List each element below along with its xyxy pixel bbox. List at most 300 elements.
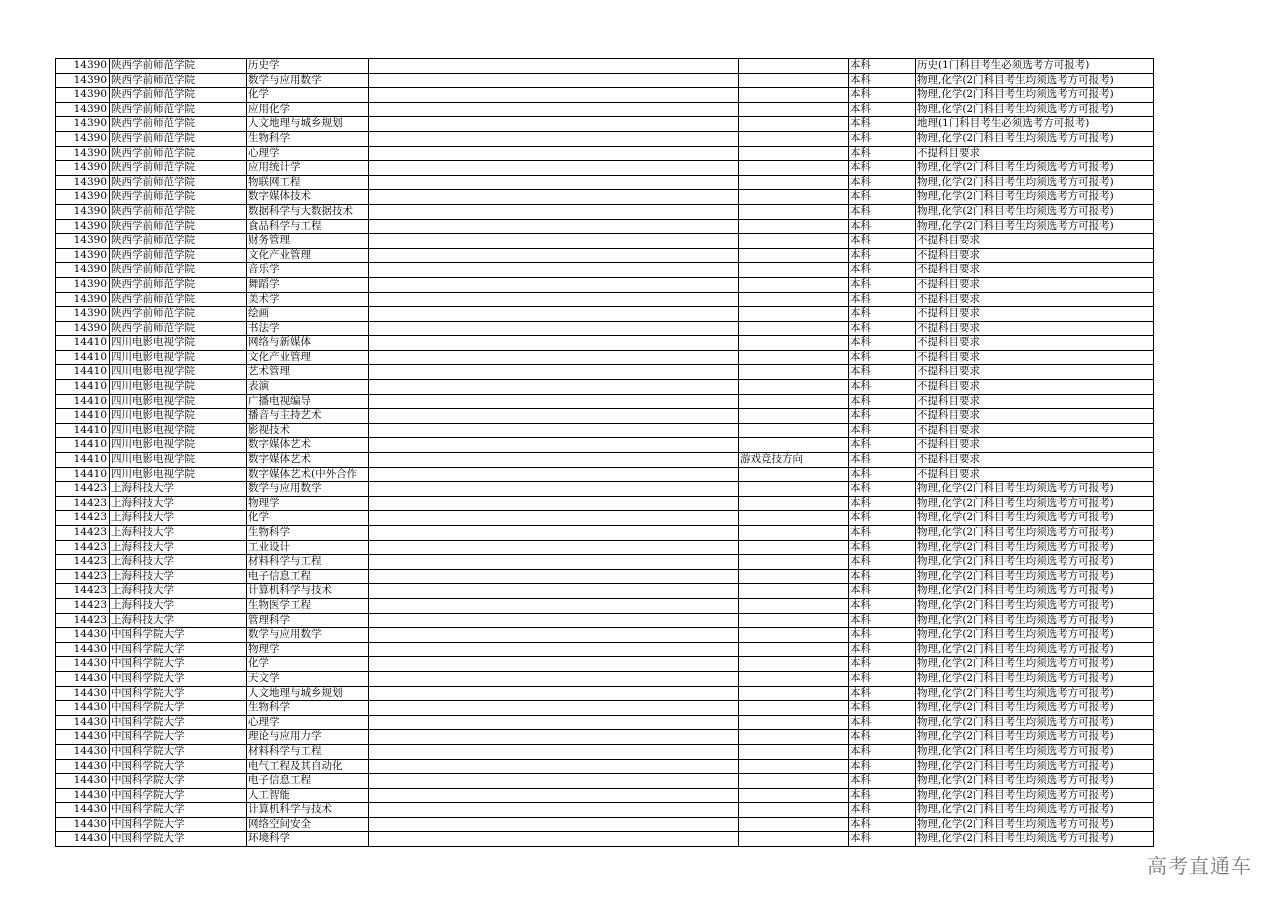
level-cell: 本科: [849, 161, 916, 176]
school-code-cell: 14430: [56, 628, 110, 643]
table-row: [56, 817, 1154, 832]
school-name-cell: 中国科学院大学: [110, 671, 247, 686]
school-name-cell: 中国科学院大学: [110, 759, 247, 774]
blank-cell: [369, 263, 739, 278]
level-cell: 本科: [849, 467, 916, 482]
subject-requirement-cell: 不提科目要求: [916, 146, 1154, 161]
major-name-cell: 书法学: [247, 321, 369, 336]
subject-requirement-cell: 物理,化学(2门科目考生均须选考方可报考): [916, 832, 1154, 847]
major-name-cell: 应用化学: [247, 102, 369, 117]
subject-requirement-cell: 物理,化学(2门科目考生均须选考方可报考): [916, 701, 1154, 716]
school-code-cell: 14390: [56, 88, 110, 103]
subject-requirement-cell: 物理,化学(2门科目考生均须选考方可报考): [916, 817, 1154, 832]
school-code-cell: 14430: [56, 832, 110, 847]
blank-cell: [369, 467, 739, 482]
school-code-cell: 14390: [56, 277, 110, 292]
school-name-cell: 陕西学前师范学院: [110, 248, 247, 263]
subject-requirement-cell: 物理,化学(2门科目考生均须选考方可报考): [916, 204, 1154, 219]
table-row: [56, 88, 1154, 103]
table-row: [56, 715, 1154, 730]
direction-cell: [739, 628, 849, 643]
school-name-cell: 上海科技大学: [110, 598, 247, 613]
school-code-cell: 14390: [56, 321, 110, 336]
table-row: [56, 686, 1154, 701]
blank-cell: [369, 613, 739, 628]
direction-cell: [739, 146, 849, 161]
major-name-cell: 数字媒体艺术: [247, 453, 369, 468]
level-cell: 本科: [849, 380, 916, 395]
level-cell: 本科: [849, 131, 916, 146]
table-row: [56, 190, 1154, 205]
subject-requirement-cell: 不提科目要求: [916, 409, 1154, 424]
school-code-cell: 14390: [56, 190, 110, 205]
level-cell: 本科: [849, 88, 916, 103]
table-row: [56, 453, 1154, 468]
table-row: [56, 774, 1154, 789]
level-cell: 本科: [849, 190, 916, 205]
level-cell: 本科: [849, 234, 916, 249]
table-row: [56, 482, 1154, 497]
school-code-cell: 14423: [56, 598, 110, 613]
table-row: [56, 73, 1154, 88]
direction-cell: [739, 321, 849, 336]
school-code-cell: 14423: [56, 482, 110, 497]
watermark-text: 高考直通车: [1147, 854, 1252, 878]
school-code-cell: 14390: [56, 102, 110, 117]
school-name-cell: 中国科学院大学: [110, 774, 247, 789]
school-code-cell: 14410: [56, 438, 110, 453]
table-row: [56, 175, 1154, 190]
subject-requirement-cell: 物理,化学(2门科目考生均须选考方可报考): [916, 131, 1154, 146]
direction-cell: [739, 59, 849, 74]
school-code-cell: 14410: [56, 380, 110, 395]
school-code-cell: 14430: [56, 686, 110, 701]
table-row: [56, 671, 1154, 686]
blank-cell: [369, 496, 739, 511]
school-name-cell: 中国科学院大学: [110, 715, 247, 730]
school-name-cell: 中国科学院大学: [110, 701, 247, 716]
direction-cell: [739, 686, 849, 701]
table-row: [56, 832, 1154, 847]
blank-cell: [369, 438, 739, 453]
table-row: [56, 555, 1154, 570]
subject-requirement-cell: 不提科目要求: [916, 321, 1154, 336]
blank-cell: [369, 584, 739, 599]
school-name-cell: 中国科学院大学: [110, 744, 247, 759]
level-cell: 本科: [849, 175, 916, 190]
major-name-cell: 人文地理与城乡规划: [247, 686, 369, 701]
subject-requirement-cell: 不提科目要求: [916, 336, 1154, 351]
direction-cell: [739, 555, 849, 570]
subject-requirement-cell: 物理,化学(2门科目考生均须选考方可报考): [916, 613, 1154, 628]
major-name-cell: 生物科学: [247, 131, 369, 146]
level-cell: 本科: [849, 569, 916, 584]
blank-cell: [369, 817, 739, 832]
subject-requirement-cell: 不提科目要求: [916, 307, 1154, 322]
subject-requirement-cell: 物理,化学(2门科目考生均须选考方可报考): [916, 526, 1154, 541]
school-code-cell: 14390: [56, 175, 110, 190]
direction-cell: [739, 832, 849, 847]
school-name-cell: 陕西学前师范学院: [110, 131, 247, 146]
school-code-cell: 14390: [56, 146, 110, 161]
level-cell: 本科: [849, 350, 916, 365]
major-name-cell: 播音与主持艺术: [247, 409, 369, 424]
school-name-cell: 上海科技大学: [110, 569, 247, 584]
school-code-cell: 14410: [56, 467, 110, 482]
blank-cell: [369, 394, 739, 409]
blank-cell: [369, 409, 739, 424]
school-name-cell: 四川电影电视学院: [110, 467, 247, 482]
direction-cell: [739, 423, 849, 438]
direction-cell: [739, 671, 849, 686]
school-name-cell: 陕西学前师范学院: [110, 146, 247, 161]
blank-cell: [369, 482, 739, 497]
direction-cell: [739, 496, 849, 511]
table-row: [56, 628, 1154, 643]
blank-cell: [369, 540, 739, 555]
level-cell: 本科: [849, 409, 916, 424]
major-name-cell: 数字媒体艺术(中外合作: [247, 467, 369, 482]
blank-cell: [369, 832, 739, 847]
blank-cell: [369, 161, 739, 176]
table-row: [56, 438, 1154, 453]
major-name-cell: 生物科学: [247, 526, 369, 541]
major-name-cell: 文化产业管理: [247, 248, 369, 263]
direction-cell: [739, 204, 849, 219]
school-code-cell: 14390: [56, 292, 110, 307]
blank-cell: [369, 307, 739, 322]
level-cell: 本科: [849, 292, 916, 307]
major-name-cell: 计算机科学与技术: [247, 803, 369, 818]
school-code-cell: 14430: [56, 744, 110, 759]
school-code-cell: 14430: [56, 730, 110, 745]
level-cell: 本科: [849, 613, 916, 628]
level-cell: 本科: [849, 671, 916, 686]
school-code-cell: 14430: [56, 774, 110, 789]
subject-requirement-cell: 物理,化学(2门科目考生均须选考方可报考): [916, 686, 1154, 701]
school-code-cell: 14390: [56, 131, 110, 146]
level-cell: 本科: [849, 438, 916, 453]
school-name-cell: 中国科学院大学: [110, 730, 247, 745]
subject-requirement-cell: 物理,化学(2门科目考生均须选考方可报考): [916, 219, 1154, 234]
school-code-cell: 14423: [56, 555, 110, 570]
school-name-cell: 四川电影电视学院: [110, 380, 247, 395]
subject-requirement-cell: 物理,化学(2门科目考生均须选考方可报考): [916, 628, 1154, 643]
blank-cell: [369, 423, 739, 438]
blank-cell: [369, 365, 739, 380]
subject-requirement-cell: 物理,化学(2门科目考生均须选考方可报考): [916, 569, 1154, 584]
major-name-cell: 电气工程及其自动化: [247, 759, 369, 774]
blank-cell: [369, 59, 739, 74]
blank-cell: [369, 102, 739, 117]
table-row: [56, 292, 1154, 307]
major-name-cell: 化学: [247, 511, 369, 526]
blank-cell: [369, 190, 739, 205]
direction-cell: [739, 642, 849, 657]
major-name-cell: 心理学: [247, 715, 369, 730]
school-name-cell: 陕西学前师范学院: [110, 59, 247, 74]
subject-requirement-cell: 物理,化学(2门科目考生均须选考方可报考): [916, 496, 1154, 511]
subject-requirement-cell: 物理,化学(2门科目考生均须选考方可报考): [916, 744, 1154, 759]
major-name-cell: 物联网工程: [247, 175, 369, 190]
subject-requirement-cell: 物理,化学(2门科目考生均须选考方可报考): [916, 88, 1154, 103]
blank-cell: [369, 117, 739, 132]
subject-requirement-cell: 物理,化学(2门科目考生均须选考方可报考): [916, 671, 1154, 686]
direction-cell: [739, 234, 849, 249]
school-code-cell: 14390: [56, 248, 110, 263]
direction-cell: [739, 190, 849, 205]
subject-requirement-cell: 地理(1门科目考生必须选考方可报考): [916, 117, 1154, 132]
school-name-cell: 上海科技大学: [110, 526, 247, 541]
table-body: [56, 59, 1154, 847]
school-code-cell: 14390: [56, 234, 110, 249]
direction-cell: [739, 701, 849, 716]
table-row: [56, 365, 1154, 380]
table-row: [56, 788, 1154, 803]
direction-cell: 游戏竞技方向: [739, 453, 849, 468]
school-code-cell: 14410: [56, 453, 110, 468]
subject-requirement-cell: 不提科目要求: [916, 292, 1154, 307]
blank-cell: [369, 744, 739, 759]
major-name-cell: 音乐学: [247, 263, 369, 278]
major-name-cell: 化学: [247, 88, 369, 103]
school-name-cell: 陕西学前师范学院: [110, 277, 247, 292]
level-cell: 本科: [849, 204, 916, 219]
level-cell: 本科: [849, 657, 916, 672]
table-row: [56, 598, 1154, 613]
direction-cell: [739, 219, 849, 234]
major-name-cell: 应用统计学: [247, 161, 369, 176]
direction-cell: [739, 292, 849, 307]
blank-cell: [369, 219, 739, 234]
major-name-cell: 网络空间安全: [247, 817, 369, 832]
level-cell: 本科: [849, 817, 916, 832]
school-name-cell: 中国科学院大学: [110, 642, 247, 657]
school-name-cell: 四川电影电视学院: [110, 350, 247, 365]
direction-cell: [739, 569, 849, 584]
direction-cell: [739, 482, 849, 497]
subject-requirement-cell: 物理,化学(2门科目考生均须选考方可报考): [916, 598, 1154, 613]
school-code-cell: 14423: [56, 496, 110, 511]
major-name-cell: 历史学: [247, 59, 369, 74]
school-code-cell: 14390: [56, 59, 110, 74]
school-name-cell: 上海科技大学: [110, 613, 247, 628]
school-code-cell: 14410: [56, 336, 110, 351]
table-row: [56, 584, 1154, 599]
table-row: [56, 117, 1154, 132]
school-code-cell: 14410: [56, 394, 110, 409]
blank-cell: [369, 88, 739, 103]
subject-requirement-cell: 物理,化学(2门科目考生均须选考方可报考): [916, 511, 1154, 526]
major-name-cell: 文化产业管理: [247, 350, 369, 365]
direction-cell: [739, 380, 849, 395]
direction-cell: [739, 394, 849, 409]
table-row: [56, 409, 1154, 424]
direction-cell: [739, 73, 849, 88]
school-code-cell: 14430: [56, 817, 110, 832]
school-name-cell: 陕西学前师范学院: [110, 219, 247, 234]
table-row: [56, 701, 1154, 716]
major-name-cell: 舞蹈学: [247, 277, 369, 292]
table-row: [56, 307, 1154, 322]
subject-requirement-cell: 物理,化学(2门科目考生均须选考方可报考): [916, 73, 1154, 88]
level-cell: 本科: [849, 248, 916, 263]
direction-cell: [739, 526, 849, 541]
school-name-cell: 四川电影电视学院: [110, 453, 247, 468]
major-name-cell: 艺术管理: [247, 365, 369, 380]
table-row: [56, 248, 1154, 263]
direction-cell: [739, 613, 849, 628]
subject-requirement-cell: 不提科目要求: [916, 438, 1154, 453]
blank-cell: [369, 628, 739, 643]
blank-cell: [369, 803, 739, 818]
level-cell: 本科: [849, 715, 916, 730]
level-cell: 本科: [849, 628, 916, 643]
school-code-cell: 14430: [56, 788, 110, 803]
level-cell: 本科: [849, 102, 916, 117]
table-row: [56, 511, 1154, 526]
blank-cell: [369, 642, 739, 657]
school-name-cell: 四川电影电视学院: [110, 336, 247, 351]
blank-cell: [369, 788, 739, 803]
blank-cell: [369, 555, 739, 570]
school-name-cell: 中国科学院大学: [110, 803, 247, 818]
school-code-cell: 14390: [56, 161, 110, 176]
table-row: [56, 744, 1154, 759]
major-name-cell: 食品科学与工程: [247, 219, 369, 234]
level-cell: 本科: [849, 686, 916, 701]
level-cell: 本科: [849, 482, 916, 497]
major-name-cell: 物理学: [247, 642, 369, 657]
direction-cell: [739, 350, 849, 365]
school-name-cell: 中国科学院大学: [110, 657, 247, 672]
school-code-cell: 14430: [56, 657, 110, 672]
table-row: [56, 102, 1154, 117]
level-cell: 本科: [849, 555, 916, 570]
level-cell: 本科: [849, 511, 916, 526]
school-name-cell: 中国科学院大学: [110, 788, 247, 803]
blank-cell: [369, 175, 739, 190]
school-code-cell: 14430: [56, 671, 110, 686]
school-name-cell: 上海科技大学: [110, 555, 247, 570]
table-row: [56, 730, 1154, 745]
school-code-cell: 14390: [56, 307, 110, 322]
subject-requirement-cell: 物理,化学(2门科目考生均须选考方可报考): [916, 803, 1154, 818]
major-name-cell: 理论与应用力学: [247, 730, 369, 745]
level-cell: 本科: [849, 526, 916, 541]
school-name-cell: 中国科学院大学: [110, 817, 247, 832]
table-row: [56, 59, 1154, 74]
table-row: [56, 467, 1154, 482]
major-name-cell: 材料科学与工程: [247, 744, 369, 759]
level-cell: 本科: [849, 540, 916, 555]
table-row: [56, 204, 1154, 219]
level-cell: 本科: [849, 336, 916, 351]
school-name-cell: 陕西学前师范学院: [110, 161, 247, 176]
direction-cell: [739, 131, 849, 146]
table-row: [56, 803, 1154, 818]
school-name-cell: 陕西学前师范学院: [110, 307, 247, 322]
level-cell: 本科: [849, 117, 916, 132]
subject-requirement-cell: 不提科目要求: [916, 453, 1154, 468]
table-row: [56, 321, 1154, 336]
table-row: [56, 569, 1154, 584]
level-cell: 本科: [849, 803, 916, 818]
level-cell: 本科: [849, 832, 916, 847]
table-row: [56, 613, 1154, 628]
direction-cell: [739, 759, 849, 774]
table-row: [56, 350, 1154, 365]
school-code-cell: 14390: [56, 263, 110, 278]
blank-cell: [369, 204, 739, 219]
major-name-cell: 电子信息工程: [247, 569, 369, 584]
table-row: [56, 380, 1154, 395]
direction-cell: [739, 774, 849, 789]
blank-cell: [369, 248, 739, 263]
level-cell: 本科: [849, 307, 916, 322]
subject-requirement-cell: 物理,化学(2门科目考生均须选考方可报考): [916, 190, 1154, 205]
school-name-cell: 上海科技大学: [110, 511, 247, 526]
table-row: [56, 263, 1154, 278]
major-name-cell: 物理学: [247, 496, 369, 511]
direction-cell: [739, 584, 849, 599]
school-code-cell: 14410: [56, 350, 110, 365]
school-name-cell: 中国科学院大学: [110, 832, 247, 847]
blank-cell: [369, 715, 739, 730]
school-code-cell: 14430: [56, 715, 110, 730]
blank-cell: [369, 657, 739, 672]
major-name-cell: 化学: [247, 657, 369, 672]
table-row: [56, 423, 1154, 438]
school-code-cell: 14410: [56, 365, 110, 380]
major-name-cell: 心理学: [247, 146, 369, 161]
direction-cell: [739, 744, 849, 759]
major-name-cell: 绘画: [247, 307, 369, 322]
level-cell: 本科: [849, 59, 916, 74]
major-name-cell: 数据科学与大数据技术: [247, 204, 369, 219]
school-name-cell: 陕西学前师范学院: [110, 117, 247, 132]
direction-cell: [739, 336, 849, 351]
level-cell: 本科: [849, 423, 916, 438]
direction-cell: [739, 467, 849, 482]
major-name-cell: 美术学: [247, 292, 369, 307]
major-name-cell: 计算机科学与技术: [247, 584, 369, 599]
level-cell: 本科: [849, 701, 916, 716]
level-cell: 本科: [849, 453, 916, 468]
school-name-cell: 陕西学前师范学院: [110, 263, 247, 278]
blank-cell: [369, 730, 739, 745]
school-name-cell: 陕西学前师范学院: [110, 292, 247, 307]
blank-cell: [369, 336, 739, 351]
subject-requirement-cell: 物理,化学(2门科目考生均须选考方可报考): [916, 161, 1154, 176]
table-row: [56, 496, 1154, 511]
subject-requirement-cell: 物理,化学(2门科目考生均须选考方可报考): [916, 730, 1154, 745]
school-code-cell: 14423: [56, 584, 110, 599]
direction-cell: [739, 263, 849, 278]
subject-requirement-cell: 物理,化学(2门科目考生均须选考方可报考): [916, 482, 1154, 497]
subject-requirement-cell: 物理,化学(2门科目考生均须选考方可报考): [916, 788, 1154, 803]
direction-cell: [739, 409, 849, 424]
school-name-cell: 陕西学前师范学院: [110, 190, 247, 205]
direction-cell: [739, 657, 849, 672]
school-name-cell: 四川电影电视学院: [110, 423, 247, 438]
major-name-cell: 环境科学: [247, 832, 369, 847]
school-name-cell: 四川电影电视学院: [110, 409, 247, 424]
table-row: [56, 526, 1154, 541]
table-row: [56, 146, 1154, 161]
major-name-cell: 影视技术: [247, 423, 369, 438]
level-cell: 本科: [849, 788, 916, 803]
